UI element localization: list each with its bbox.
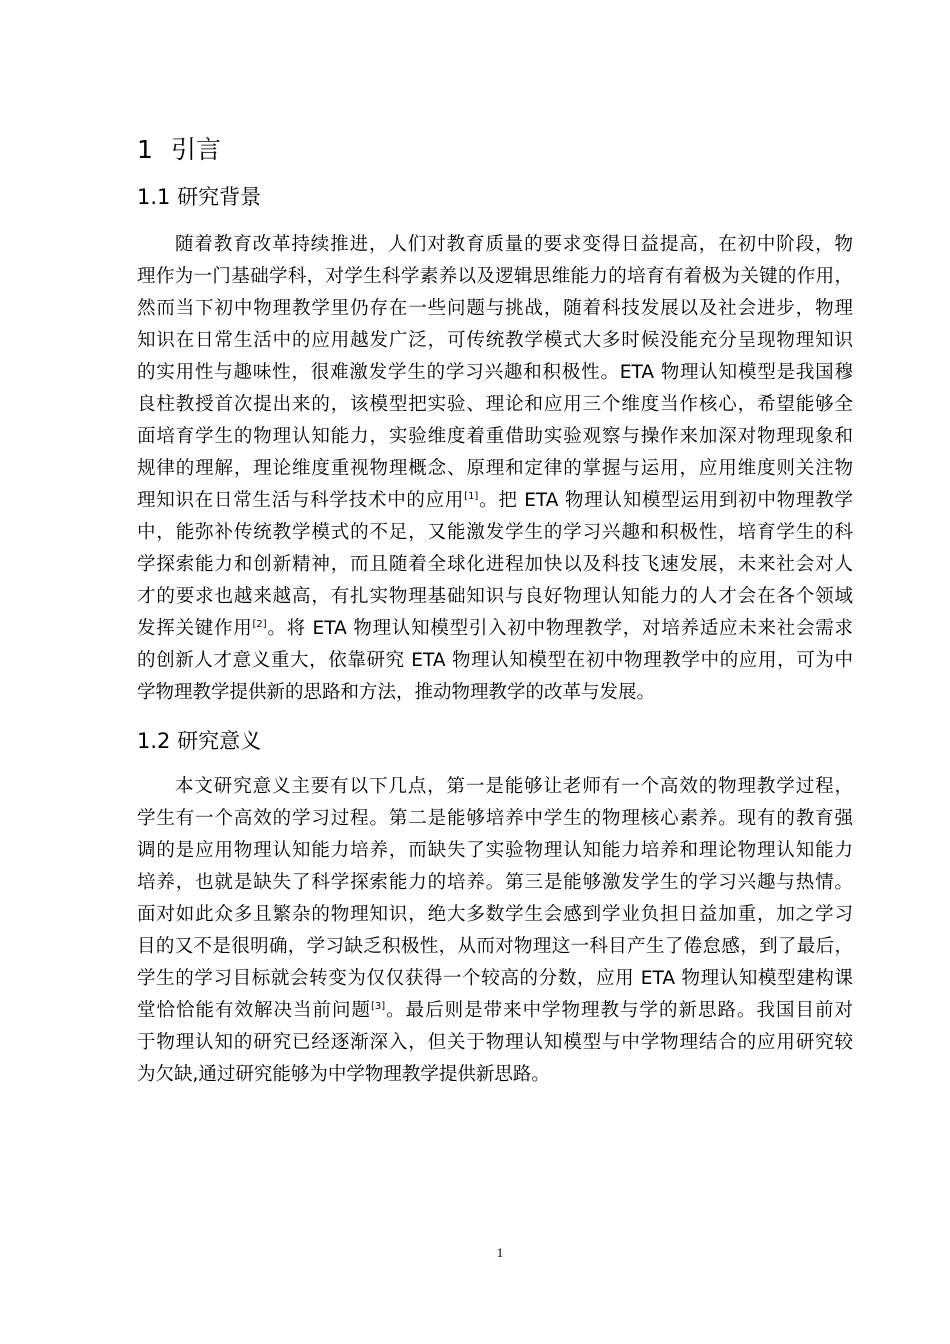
text-line (137, 485, 853, 517)
paragraph-background (137, 229, 853, 709)
text-run: 学生有一个高效的学习过程。第二是能够培养中学生的物理核心素养。现有的教育强 (137, 808, 853, 829)
section-heading-background: 1.1 研究背景 (137, 185, 262, 209)
text-run: 堂恰恰能有效解决当前问题 (137, 1000, 371, 1021)
text-line (137, 771, 853, 803)
text-run: 的实用性与趣味性，很难激发学生的学习兴趣和积极性。ETA 物理认知模型是我国穆 (137, 362, 853, 383)
text-run: 。将 ETA 物理认知模型引入初中物理教学，对培养适应未来社会需求 (266, 618, 853, 639)
paragraph-significance (137, 771, 853, 1091)
text-line (137, 1027, 853, 1059)
text-line (137, 389, 853, 421)
text-line (137, 995, 853, 1027)
text-run: 知识在日常生活中的应用越发广泛，可传统教学模式大多时候没能充分呈现物理知识 (137, 330, 853, 351)
text-run: 。把 ETA 物理认知模型运用到初中物理教学 (478, 490, 853, 511)
chapter-number: 1 (137, 135, 153, 164)
text-line (137, 835, 853, 867)
text-run: 为欠缺,通过研究能够为中学物理教学提供新思路。 (137, 1064, 550, 1085)
chapter-title: 引言 (171, 135, 222, 164)
text-run: 目的又不是很明确，学习缺乏积极性，从而对物理这一科目产生了倦怠感，到了最后， (137, 936, 853, 957)
text-run: 理作为一门基础学科，对学生科学素养以及逻辑思维能力的培育有着极为关键的作用， (137, 266, 853, 287)
citation-ref: [1] (464, 491, 479, 502)
text-line (137, 293, 853, 325)
citation-ref: [3] (370, 1001, 386, 1012)
text-run: 。最后则是带来中学物理教与学的新思路。我国目前对 (385, 1000, 853, 1021)
text-line (137, 453, 853, 485)
text-run: 随着教育改革持续推进，人们对教育质量的要求变得日益提高，在初中阶段，物 (175, 234, 853, 255)
text-line (137, 261, 853, 293)
text-line (137, 613, 853, 645)
text-run: 良柱教授首次提出来的，该模型把实验、理论和应用三个维度当作核心，希望能够全 (137, 394, 853, 415)
text-run: 学物理教学提供新的思路和方法，推动物理教学的改革与发展。 (137, 682, 656, 703)
text-run: 学生的学习目标就会转变为仅仅获得一个较高的分数，应用 ETA 物理认知模型建构课 (137, 968, 853, 989)
text-run: 理知识在日常生活与科学技术中的应用 (137, 490, 465, 511)
text-line (137, 581, 853, 613)
text-line (137, 549, 853, 581)
text-run: 面对如此众多且繁杂的物理知识，绝大多数学生会感到学业负担日益加重，加之学习 (137, 904, 853, 925)
text-line (137, 931, 853, 963)
text-run: 规律的理解，理论维度重视物理概念、原理和定律的掌握与运用，应用维度则关注物 (137, 458, 853, 479)
section-heading-significance: 1.2 研究意义 (137, 729, 262, 753)
text-run: 发挥关键作用 (137, 618, 253, 639)
text-line (137, 645, 853, 677)
text-line (137, 357, 853, 389)
text-run: 调的是应用物理认知能力培养，而缺失了实验物理认知能力培养和理论物理认知能力 (137, 840, 853, 861)
text-line (137, 867, 853, 899)
page-number: 1 (496, 1245, 504, 1260)
text-run: 然而当下初中物理教学里仍存在一些问题与挑战，随着科技发展以及社会进步，物理 (137, 298, 853, 319)
text-line (137, 899, 853, 931)
text-run: 面培育学生的物理认知能力，实验维度着重借助实验观察与操作来加深对物理现象和 (137, 426, 853, 447)
text-line (137, 803, 853, 835)
citation-ref: [2] (252, 619, 267, 630)
text-line (137, 677, 853, 709)
text-run: 的创新人才意义重大，依靠研究 ETA 物理认知模型在初中物理教学中的应用，可为中 (137, 650, 853, 671)
text-run: 培养，也就是缺失了科学探索能力的培养。第三是能够激发学生的学习兴趣与热情。 (137, 872, 853, 893)
text-line (137, 963, 853, 995)
text-run: 才的要求也越来越高，有扎实物理基础知识与良好物理认知能力的人才会在各个领域 (137, 586, 853, 607)
text-run: 于物理认知的研究已经逐渐深入，但关于物理认知模型与中学物理结合的应用研究较 (137, 1032, 853, 1053)
text-run: 学探索能力和创新精神，而且随着全球化进程加快以及科技飞速发展，未来社会对人 (137, 554, 853, 575)
text-line (137, 325, 853, 357)
chapter-heading (137, 134, 221, 166)
text-line (137, 421, 853, 453)
text-run: 中，能弥补传统教学模式的不足，又能激发学生的学习兴趣和积极性，培育学生的科 (137, 522, 853, 543)
text-line (137, 229, 853, 261)
text-line (137, 1059, 853, 1091)
text-line (137, 517, 853, 549)
text-run: 本文研究意义主要有以下几点，第一是能够让老师有一个高效的物理教学过程， (175, 776, 853, 797)
